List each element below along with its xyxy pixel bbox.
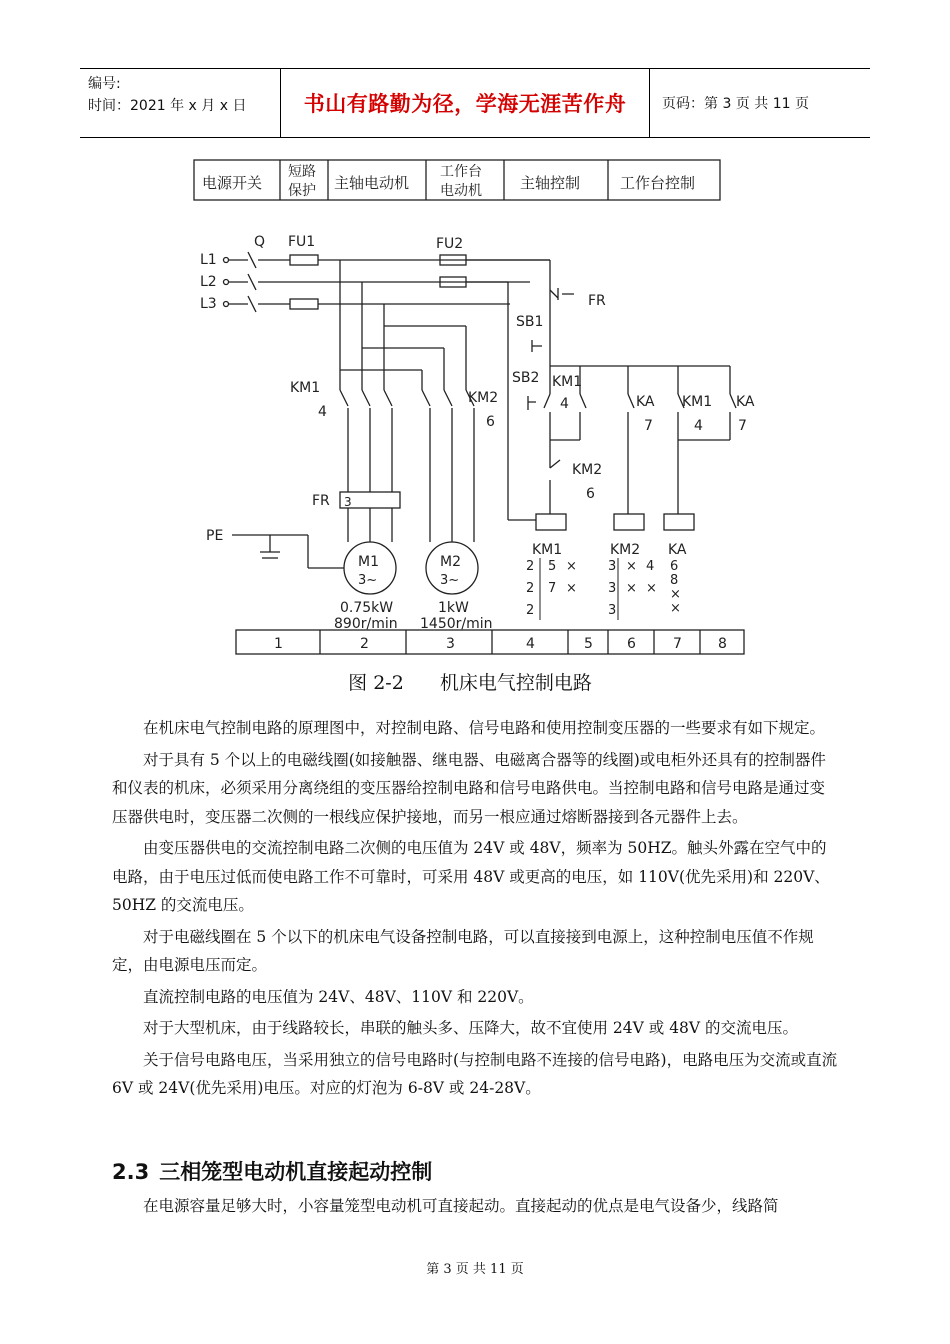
label-M2-speed: 1450r/min	[420, 616, 493, 632]
section-number: 2.3	[112, 1160, 150, 1184]
label-L1: L1	[200, 252, 217, 268]
paragraph: 直流控制电路的电压值为 24V、48V、110V 和 220V。	[143, 987, 534, 1006]
ct-km1-0-2: ×	[566, 559, 577, 574]
header-page-info: 页码：第 3 页 共 11 页	[662, 96, 809, 112]
paragraph: 对于大型机床，由于线路较长，串联的触头多、压降大，故不宜使用 24V 或 48V 的交流电压。	[143, 1019, 799, 1037]
power-lines	[200, 234, 550, 520]
col-1: 1	[274, 636, 283, 652]
col-3: 3	[446, 636, 455, 652]
ct-km2-1-1: ×	[626, 581, 637, 596]
circuit-figure	[190, 150, 755, 705]
label-KM2-aux-6: 6	[586, 486, 595, 502]
ct-km1-1-0: 2	[526, 581, 535, 596]
label-M2-phase: 3~	[440, 573, 460, 588]
header-motto: 书山有路勤为径，学海无涯苦作舟	[303, 92, 627, 116]
ct-km2-2-0: 3	[608, 603, 617, 618]
section-heading	[112, 1156, 432, 1186]
ct-km2-0-2: 4	[646, 559, 655, 574]
label-M2-power: 1kW	[438, 600, 469, 616]
label-KA-contact: KA	[636, 394, 655, 410]
ct-km2-0-0: 3	[608, 559, 617, 574]
label-M1-phase: 3~	[358, 573, 378, 588]
table-cell-spindle-motor: 主轴电动机	[334, 174, 410, 192]
ct-km1-1-2: ×	[566, 581, 577, 596]
col-8: 8	[718, 636, 727, 652]
number-label: 编号:	[88, 76, 121, 92]
label-KM2-aux: KM2	[572, 462, 603, 478]
page-footer: 第 3 页 共 11 页	[426, 1262, 524, 1277]
ct-km2-1-0: 3	[608, 581, 617, 596]
label-FR-contact: FR	[588, 293, 606, 309]
label-PE: PE	[206, 528, 224, 544]
label-FU2: FU2	[436, 236, 464, 252]
paragraph: 在机床电气控制电路的原理图中，对控制电路、信号电路和使用控制变压器的一些要求有如下规定。	[143, 719, 826, 737]
label-KA-contact2: KA	[736, 394, 755, 410]
motor-feeders	[206, 260, 498, 632]
col-4: 4	[526, 636, 535, 652]
label-KM2-main: KM2	[468, 390, 499, 406]
contact-table	[526, 542, 687, 618]
label-KM1-aux2-4: 4	[694, 418, 703, 434]
ct-ka-3: ×	[670, 601, 681, 616]
ct-km1-0-0: 2	[526, 559, 535, 574]
col-2: 2	[360, 636, 369, 652]
ct-ka-2: ×	[670, 587, 681, 602]
label-KM1-main: KM1	[290, 380, 321, 396]
label-L2: L2	[200, 274, 217, 290]
table-cell-short-circuit: 短路	[288, 164, 316, 180]
label-Q: Q	[254, 234, 266, 250]
label-M1-power: 0.75kW	[340, 600, 394, 616]
ct-header-KM1: KM1	[532, 542, 563, 558]
body-text	[112, 714, 838, 1106]
label-M2: M2	[440, 554, 461, 570]
control-circuit	[508, 288, 755, 530]
label-KA2-7: 7	[738, 418, 747, 434]
ct-km1-1-1: 7	[548, 581, 557, 596]
ct-ka-1: 8	[670, 573, 679, 588]
header-motto-cell	[280, 69, 650, 137]
figure-title: 机床电气控制电路	[439, 672, 592, 694]
label-FR-3: 3	[344, 495, 352, 509]
label-KA-7: 7	[644, 418, 653, 434]
label-KM1-aux-4: 4	[560, 396, 569, 412]
label-SB1: SB1	[516, 314, 544, 330]
table-cell-worktable-motor: 工作台	[440, 164, 482, 180]
ct-header-KM2: KM2	[610, 542, 641, 558]
ct-km1-0-1: 5	[548, 559, 557, 574]
paragraph: 由变压器供电的交流控制电路二次侧的电压值为 24V 或 48V，频率为 50HZ。触头外露在空气中的电路，由于电压过低而使电路工作不可靠时，可采用 48V 或更高的电压，如 110V(优先采用)和 220V、50HZ 的交流电压。	[112, 839, 830, 914]
label-FR-thermal: FR	[312, 493, 330, 509]
table-cell-power-switch: 电源开关	[202, 174, 263, 192]
paragraph: 对于电磁线圈在 5 个以下的机床电气设备控制电路，可以直接接到电源上，这种控制电压值不作规定，由电源电压而定。	[112, 927, 814, 974]
label-KM1-4: 4	[318, 404, 327, 420]
figure-caption	[190, 668, 750, 695]
col-7: 7	[673, 636, 682, 652]
time-label: 时间：2021 年 x 月 x 日	[88, 98, 247, 114]
paragraph: 在电源容量足够大时，小容量笼型电动机可直接起动。直接起动的优点是电气设备少，线路简	[143, 1197, 779, 1215]
page-header	[80, 68, 870, 138]
table-cell-worktable-motor-2: 电动机	[440, 183, 482, 199]
table-cell-worktable-control: 工作台控制	[620, 174, 696, 192]
paragraph: 对于具有 5 个以上的电磁线圈(如接触器、继电器、电磁离合器等的线圈)或电柜外还具有的控制器件和仪表的机床，必须采用分离绕组的变压器给控制电路和信号电路供电。当控制电路和信号电路是通过变压器供电时，变压器二次侧的一根线应保护接地，而另一根应通过熔断器接到各元器件上去。	[112, 750, 826, 826]
col-6: 6	[627, 636, 636, 652]
label-KM1-aux2: KM1	[682, 394, 713, 410]
table-cell-short-circuit-2: 保护	[288, 183, 316, 199]
ct-km1-2-0: 2	[526, 603, 535, 618]
ct-ka-0: 6	[670, 559, 679, 574]
label-FU1: FU1	[288, 234, 316, 250]
figure-number: 图 2-2	[348, 672, 404, 694]
column-table	[236, 630, 744, 654]
circuit-diagram	[190, 150, 755, 660]
label-M1-speed: 890r/min	[334, 616, 398, 632]
col-5: 5	[584, 636, 593, 652]
paragraph: 关于信号电路电压，当采用独立的信号电路时(与控制电路不连接的信号电路)，电路电压为交流或直流 6V 或 24V(优先采用)电压。对应的灯泡为 6-8V 或 24-28V。	[112, 1050, 838, 1097]
label-M1: M1	[358, 554, 379, 570]
header-meta	[80, 69, 280, 137]
label-KM1-aux: KM1	[552, 374, 583, 390]
function-table	[194, 160, 720, 200]
label-KM2-6: 6	[486, 414, 495, 430]
ct-km2-0-1: ×	[626, 559, 637, 574]
ct-km2-1-2: ×	[646, 581, 657, 596]
label-SB2: SB2	[512, 370, 540, 386]
label-L3: L3	[200, 296, 217, 312]
section-title: 三相笼型电动机直接起动控制	[159, 1160, 433, 1184]
table-cell-spindle-control: 主轴控制	[520, 174, 581, 192]
ct-header-KA: KA	[668, 542, 687, 558]
